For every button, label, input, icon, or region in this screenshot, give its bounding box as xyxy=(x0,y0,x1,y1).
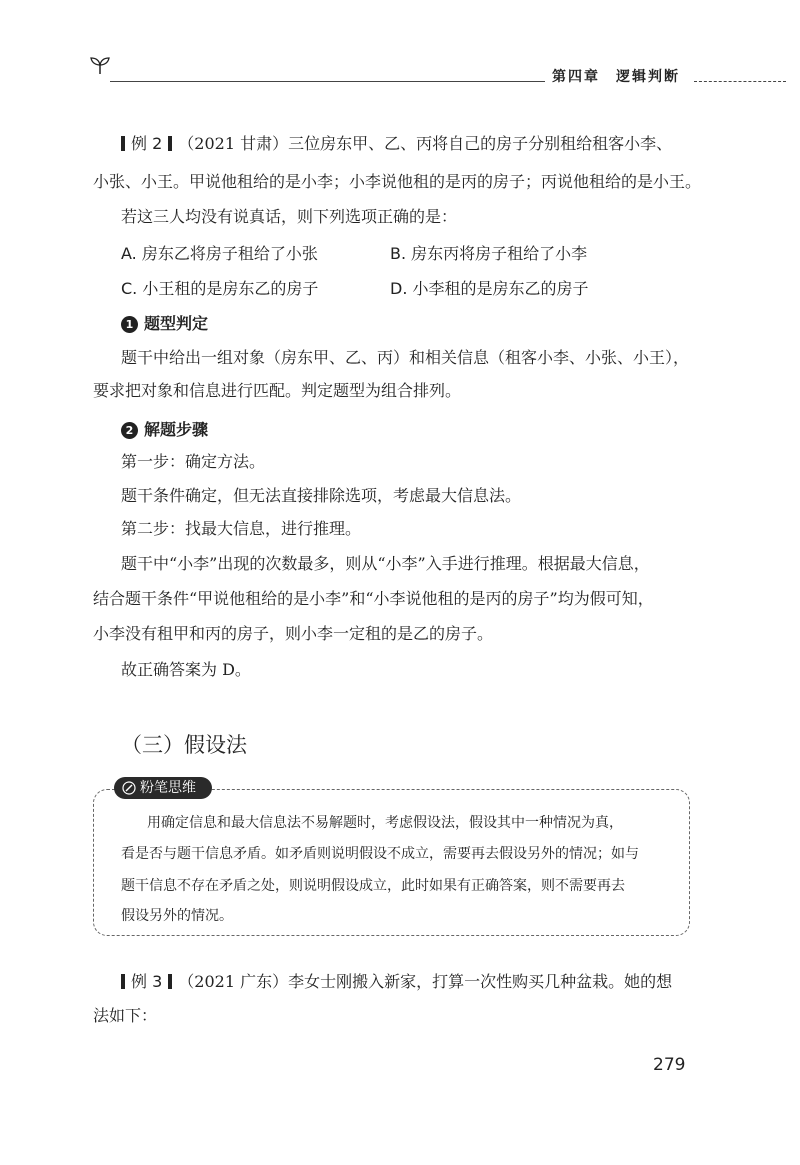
step2-para-line2: 结合题干条件“甲说他租给的是小李”和“小李说他租的是丙的房子”均为假可知， xyxy=(93,589,654,608)
section-label: 逻辑判断 xyxy=(616,69,680,85)
example3-line1 xyxy=(121,972,672,992)
option-a: A. 房东乙将房子租给了小张 xyxy=(121,244,318,263)
example3-label: 例 3 xyxy=(131,972,163,991)
section-steps-heading xyxy=(121,417,208,440)
step-number-badge: 1 xyxy=(121,316,138,333)
running-header xyxy=(552,66,696,86)
answer-line: 故正确答案为 D。 xyxy=(121,660,251,679)
section-judge-heading xyxy=(121,311,208,334)
example3-text1: （2021 广东）李女士刚搬入新家，打算一次性购买几种盆栽。她的想 xyxy=(178,972,673,991)
example-bar-left xyxy=(121,136,125,151)
tip-badge-label: 粉笔思维 xyxy=(140,780,196,796)
leaf-sprout-icon xyxy=(88,54,112,78)
example2-line1 xyxy=(121,134,672,154)
step2-para-line1: 题干中“小李”出现的次数最多，则从“小李”入手进行推理。根据最大信息， xyxy=(121,554,650,573)
step2-para-line3: 小李没有租甲和丙的房子，则小李一定租的是乙的房子。 xyxy=(93,624,494,643)
example2-text1: （2021 甘肃）三位房东甲、乙、丙将自己的房子分别租给租客小李、 xyxy=(178,134,673,153)
page-number: 279 xyxy=(653,1055,686,1075)
example3-line2: 法如下： xyxy=(93,1006,158,1025)
judge-line2: 要求把对象和信息进行匹配。判定题型为组合排列。 xyxy=(93,381,462,400)
pencil-icon xyxy=(122,781,136,795)
example2-label: 例 2 xyxy=(131,134,163,153)
option-b: B. 房东丙将房子租给了小李 xyxy=(390,244,588,263)
tip-badge xyxy=(114,777,212,799)
step2-heading: 第二步：找最大信息，进行推理。 xyxy=(121,519,362,538)
step1-text: 题干条件确定，但无法直接排除选项，考虑最大信息法。 xyxy=(121,486,522,505)
tip-line3: 题干信息不存在矛盾之处，则说明假设成立，此时如果有正确答案，则不需要再去 xyxy=(121,878,625,894)
chapter-label: 第四章 xyxy=(552,69,600,85)
option-c: C. 小王租的是房东乙的房子 xyxy=(121,279,319,298)
judge-line1: 题干中给出一组对象（房东甲、乙、丙）和相关信息（租客小李、小张、小王）， xyxy=(121,348,690,367)
header-rule xyxy=(110,81,545,82)
example-bar-right xyxy=(168,136,172,151)
section3-title: （三）假设法 xyxy=(121,733,247,757)
step1-heading: 第一步：确定方法。 xyxy=(121,452,266,471)
step-number-badge: 2 xyxy=(121,422,138,439)
option-d: D. 小李租的是房东乙的房子 xyxy=(390,279,589,298)
steps-title: 解题步骤 xyxy=(144,420,209,439)
judge-title: 题型判定 xyxy=(144,314,209,333)
example-bar-right xyxy=(168,974,172,989)
header-rule-dashed xyxy=(694,81,786,82)
tip-line1: 用确定信息和最大信息法不易解题时，考虑假设法，假设其中一种情况为真， xyxy=(147,815,623,831)
tip-line2: 看是否与题干信息矛盾。如矛盾则说明假设不成立，需要再去假设另外的情况；如与 xyxy=(121,846,639,862)
tip-line4: 假设另外的情况。 xyxy=(121,908,233,924)
example-bar-left xyxy=(121,974,125,989)
example2-line2: 小张、小王。甲说他租给的是小李；小李说他租的是丙的房子；丙说他租给的是小王。 xyxy=(93,172,702,191)
example2-question: 若这三人均没有说真话，则下列选项正确的是： xyxy=(121,207,458,226)
